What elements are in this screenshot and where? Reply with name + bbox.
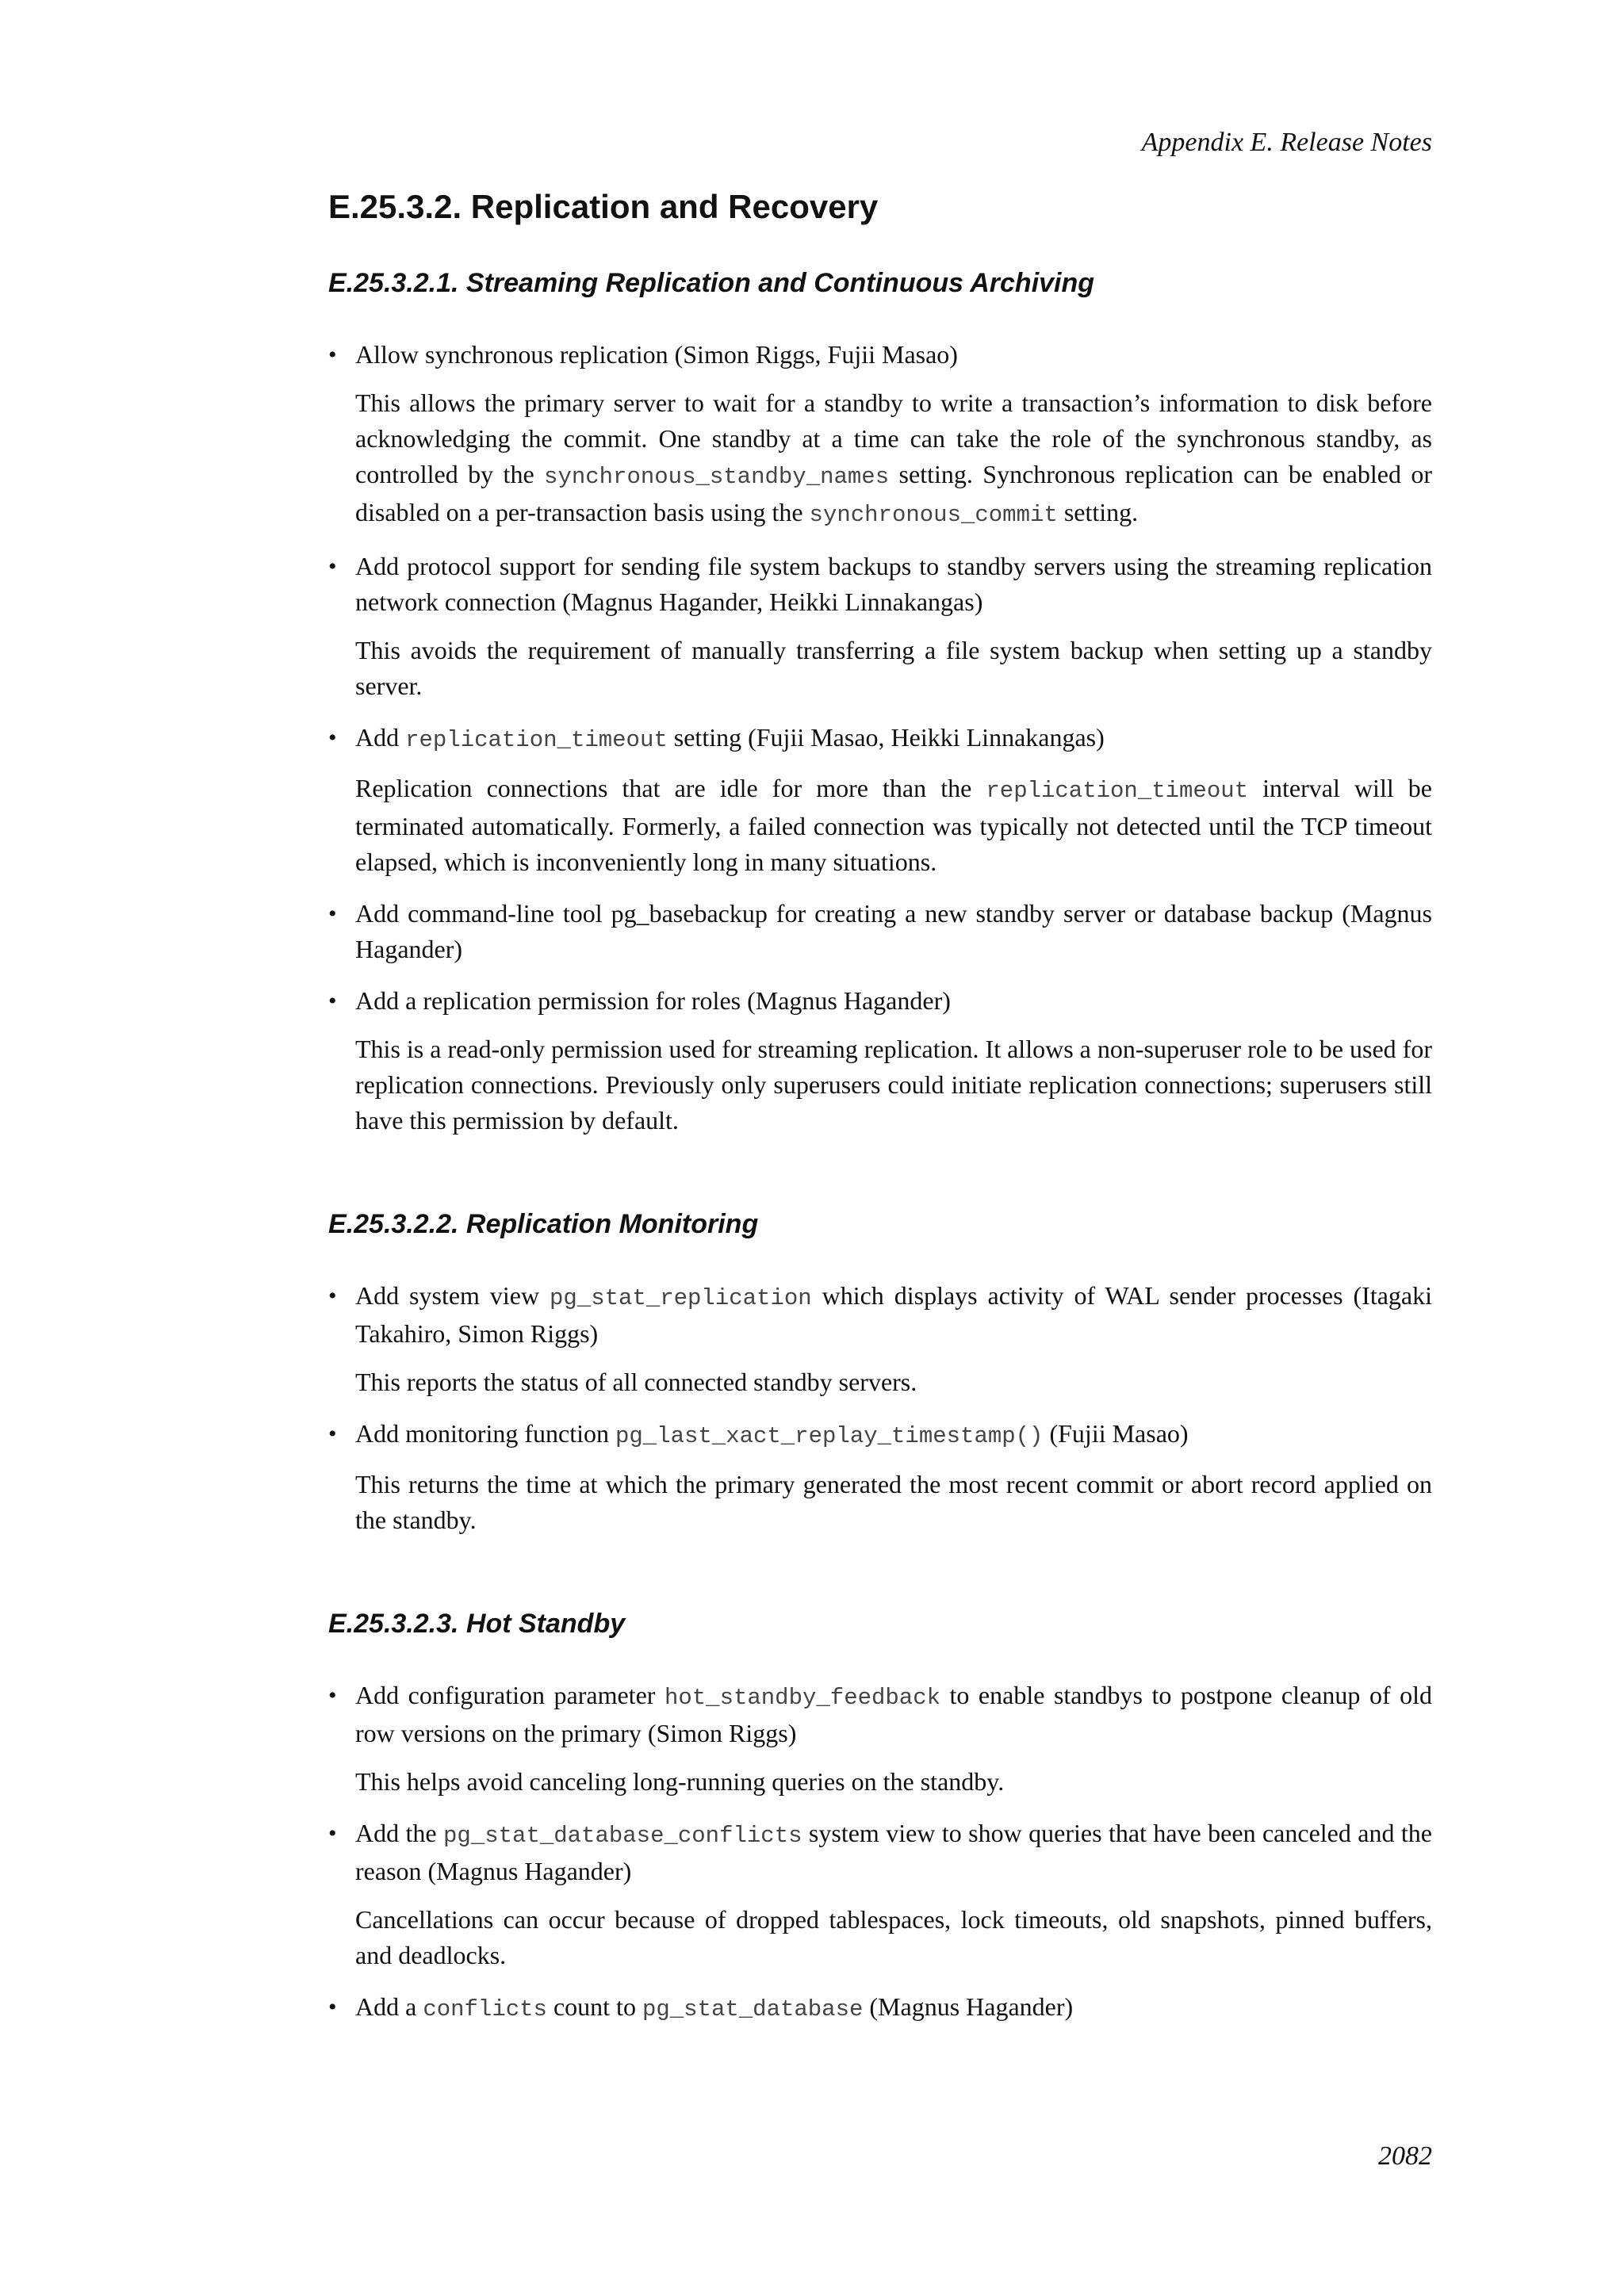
item-description: [355, 1764, 1432, 1800]
item-description: [355, 1364, 1432, 1400]
code-literal: pg_stat_database_conflicts: [443, 1823, 802, 1849]
text-run: Add configuration parameter: [355, 1681, 665, 1709]
text-run: (Fujii Masao): [1043, 1419, 1189, 1448]
item-lead: [355, 337, 1432, 373]
list-item: [328, 1416, 1432, 1538]
text-run: Add monitoring function: [355, 1419, 615, 1448]
code-literal: synchronous_standby_names: [544, 464, 890, 490]
list-item: [328, 720, 1432, 880]
subsection-title: E.25.3.2.2. Replication Monitoring: [328, 1209, 759, 1239]
text-run: Allow synchronous replication (Simon Riggs, Fujii Masao): [355, 340, 958, 369]
code-literal: pg_stat_database: [642, 1996, 864, 2022]
code-literal: synchronous_commit: [809, 502, 1058, 528]
list-item: [328, 1989, 1432, 2027]
text-run: This allows the primary server to wait for a standby to write a transaction’s information to disk before acknowledging the commit. One standby at a time can take the role of the synchronous standby, as controlled by the: [355, 388, 1432, 488]
item-lead: [355, 1416, 1432, 1454]
list-item: [328, 1278, 1432, 1400]
section-title: E.25.3.2. Replication and Recovery: [328, 188, 879, 225]
text-run: to enable standbys to postpone cleanup of old row versions on the primary (Simon Riggs): [355, 1681, 1433, 1747]
item-lead: [355, 1989, 1432, 2027]
text-run: This avoids the requirement of manually transferring a file system backup when setting up a standby server.: [355, 636, 1432, 700]
text-run: This returns the time at which the primary generated the most recent commit or abort record applied on the standby.: [355, 1470, 1432, 1534]
text-run: Add command-line tool pg_basebackup for creating a new standby server or database backup (Magnus Hagander): [355, 899, 1432, 963]
text-run: Add protocol support for sending file system backups to standby servers using the streaming replication network connection (Magnus Hagander, Heikki Linnakangas): [355, 552, 1432, 616]
item-description: [355, 1902, 1432, 1973]
item-description: [355, 771, 1432, 880]
code-literal: pg_last_xact_replay_timestamp(): [615, 1423, 1044, 1449]
item-description: [355, 1467, 1432, 1538]
text-run: Add a replication permission for roles (Magnus Hagander): [355, 986, 951, 1015]
text-run: Add the: [355, 1819, 444, 1847]
page-content: [328, 186, 1432, 2043]
item-lead: [355, 720, 1432, 758]
text-run: which displays activity of WAL sender processes (Itagaki Takahiro, Simon Riggs): [355, 1281, 1433, 1348]
text-run: setting. Synchronous replication can be enabled or disabled on a per-transaction basis using the: [355, 460, 1432, 526]
text-run: Add: [355, 723, 406, 752]
text-run: This helps avoid canceling long-running queries on the standby.: [355, 1767, 1005, 1796]
text-run: interval will be terminated automatically. Formerly, a failed connection was typically not detected until the TCP timeout elapsed, which is inconveniently long in many situations.: [355, 774, 1433, 876]
code-literal: pg_stat_replication: [550, 1285, 812, 1311]
text-run: This reports the status of all connected standby servers.: [355, 1368, 917, 1396]
text-run: Add system view: [355, 1281, 550, 1310]
item-lead: [355, 1678, 1432, 1751]
list-item: [328, 896, 1432, 967]
text-run: setting.: [1057, 498, 1139, 526]
code-literal: conflicts: [423, 1996, 547, 2022]
page-number: 2082: [1378, 2141, 1432, 2171]
text-run: (Magnus Hagander): [863, 1992, 1074, 2021]
list-item: [328, 549, 1432, 704]
item-lead: [355, 896, 1432, 967]
text-run: count to: [546, 1992, 642, 2021]
item-description: [355, 1031, 1432, 1138]
text-run: This is a read-only permission used for streaming replication. It allows a non-superuser role to be used for replication connections. Previously only superusers could initiate replication connections; superusers still have this permission by default.: [355, 1035, 1432, 1135]
item-lead: [355, 1278, 1432, 1352]
text-run: system view to show queries that have been canceled and the reason (Magnus Hagander): [355, 1819, 1433, 1885]
item-description: [355, 385, 1432, 533]
running-header: Appendix E. Release Notes: [1141, 128, 1432, 157]
item-lead: [355, 1816, 1432, 1889]
item-list: [328, 1278, 1432, 1538]
list-item: [328, 337, 1432, 533]
item-list: [328, 337, 1432, 1138]
text-run: Add a: [355, 1992, 423, 2021]
subsection-title: E.25.3.2.1. Streaming Replication and Continuous Archiving: [328, 268, 1095, 298]
text-run: Cancellations can occur because of dropped tablespaces, lock timeouts, old snapshots, pinned buffers, and deadlocks.: [355, 1905, 1432, 1969]
list-item: [328, 1678, 1432, 1800]
text-run: Replication connections that are idle for more than the: [355, 774, 986, 802]
code-literal: hot_standby_feedback: [664, 1685, 941, 1711]
list-item: [328, 1816, 1432, 1973]
item-description: [355, 633, 1432, 704]
item-lead: [355, 549, 1432, 620]
subsection-title: E.25.3.2.3. Hot Standby: [328, 1609, 626, 1639]
text-run: setting (Fujii Masao, Heikki Linnakangas): [667, 723, 1105, 752]
code-literal: replication_timeout: [986, 778, 1249, 804]
item-list: [328, 1678, 1432, 2027]
list-item: [328, 983, 1432, 1138]
code-literal: replication_timeout: [405, 727, 668, 753]
item-lead: [355, 983, 1432, 1019]
